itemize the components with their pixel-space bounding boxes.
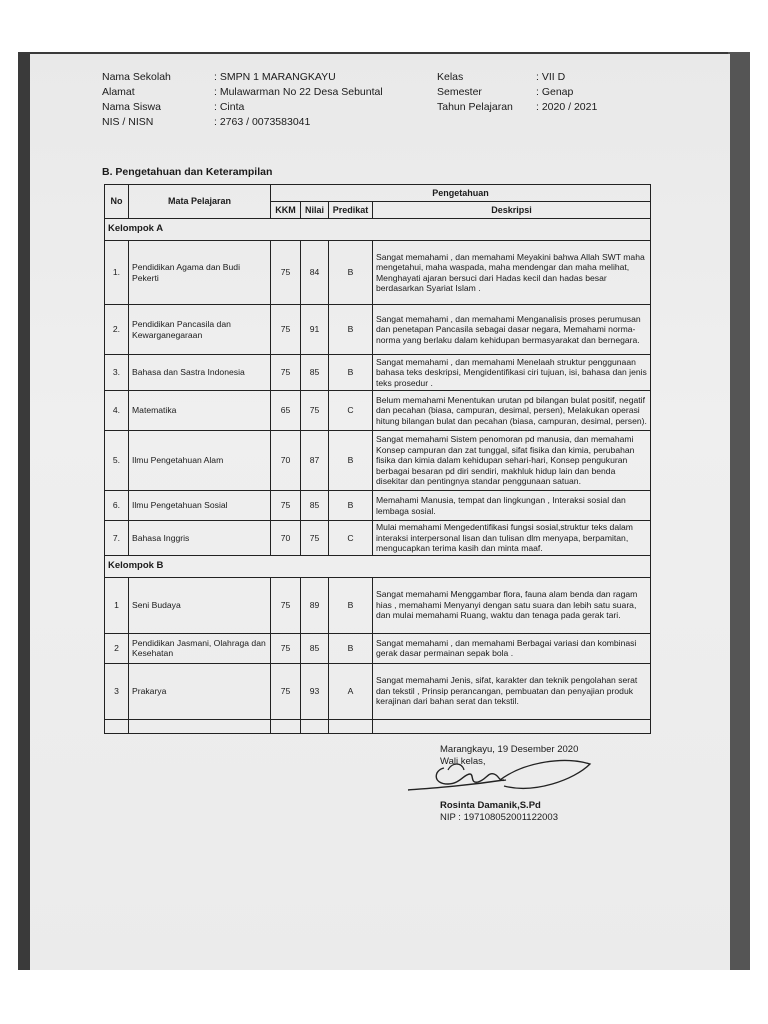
row-score: 75 xyxy=(301,521,329,556)
row-predicate: B xyxy=(329,633,373,663)
row-score: 89 xyxy=(301,577,329,633)
row-no: 1. xyxy=(105,241,129,305)
row-subject: Pendidikan Pancasila dan Kewarganegaraan xyxy=(129,305,271,355)
row-kkm: 75 xyxy=(271,633,301,663)
row-subject: Pendidikan Agama dan Budi Pekerti xyxy=(129,241,271,305)
student-info-values xyxy=(214,70,383,130)
table-row xyxy=(105,491,651,521)
row-description: Sangat memahami , dan memahami Menelaah struktur penggunaan bahasa teks deskripsi, Mengidentifikasi ciri tujuan, isi, bahasa dan jenis teks prosedur . xyxy=(373,355,651,391)
row-kkm: 65 xyxy=(271,391,301,431)
header-predicate: Predikat xyxy=(329,202,373,219)
row-predicate: B xyxy=(329,491,373,521)
class-info-values xyxy=(536,70,597,115)
row-kkm: 75 xyxy=(271,491,301,521)
row-kkm: 70 xyxy=(271,431,301,491)
table-row xyxy=(105,391,651,431)
row-description: Sangat memahami Jenis, sifat, karakter dan teknik pengolahan serat dan tekstil , Prinsip perancangan, pembuatan dan penyajian produk kerajinan dari bahan serat dan tekstil. xyxy=(373,663,651,719)
row-no: 3. xyxy=(105,355,129,391)
row-score: 93 xyxy=(301,663,329,719)
row-no: 2. xyxy=(105,305,129,355)
handwritten-signature xyxy=(404,750,594,800)
header-subject: Mata Pelajaran xyxy=(129,185,271,219)
row-no: 7. xyxy=(105,521,129,556)
class-info-labels xyxy=(437,70,513,115)
scan-edge xyxy=(728,52,750,970)
class-label: Kelas xyxy=(437,71,464,83)
row-predicate: B xyxy=(329,431,373,491)
group-a-title: Kelompok A xyxy=(105,219,651,241)
row-subject: Bahasa dan Sastra Indonesia xyxy=(129,355,271,391)
row-kkm: 70 xyxy=(271,521,301,556)
row-predicate: C xyxy=(329,521,373,556)
school-name-label: Nama Sekolah xyxy=(102,71,171,83)
row-subject: Ilmu Pengetahuan Sosial xyxy=(129,491,271,521)
address-value: : Mulawarman No 22 Desa Sebuntal xyxy=(214,86,383,98)
row-predicate: A xyxy=(329,663,373,719)
row-no: 3 xyxy=(105,663,129,719)
row-subject: Pendidikan Jasmani, Olahraga dan Kesehatan xyxy=(129,633,271,663)
header-description: Deskripsi xyxy=(373,202,651,219)
nis-value: : 2763 / 0073583041 xyxy=(214,116,311,128)
header-score: Nilai xyxy=(301,202,329,219)
row-description: Sangat memahami Menggambar flora, fauna alam benda dan ragam hias , memahami Menyanyi dengan satu suara dan lebih satu suara, dan mulai memahami Ruang, waktu dan tenaga pada gerak tari. xyxy=(373,577,651,633)
row-subject: Prakarya xyxy=(129,663,271,719)
row-no: 2 xyxy=(105,633,129,663)
row-predicate: C xyxy=(329,391,373,431)
header-knowledge: Pengetahuan xyxy=(271,185,651,202)
table-row xyxy=(105,241,651,305)
place-date: Marangkayu, 19 Desember 2020 xyxy=(440,744,579,755)
row-subject: Bahasa Inggris xyxy=(129,521,271,556)
row-kkm: 75 xyxy=(271,241,301,305)
semester-label: Semester xyxy=(437,86,482,98)
row-no: 5. xyxy=(105,431,129,491)
row-description: Sangat memahami , dan memahami Meyakini bahwa Allah SWT maha mengetahui, maha waspada, maha mendengar dan maha melihat, Menghayati ajaran bersuci dari Hadas kecil dan hadas besar berdasarkan Syariat Islam . xyxy=(373,241,651,305)
school-year-value: : 2020 / 2021 xyxy=(536,101,598,113)
student-name-label: Nama Siswa xyxy=(102,101,161,113)
teacher-nip: NIP : 197108052001122003 xyxy=(440,812,558,823)
row-subject: Seni Budaya xyxy=(129,577,271,633)
table-row xyxy=(105,355,651,391)
class-value: : VII D xyxy=(536,71,566,83)
row-predicate: B xyxy=(329,241,373,305)
row-kkm: 75 xyxy=(271,305,301,355)
table-row xyxy=(105,431,651,491)
row-no: 1 xyxy=(105,577,129,633)
student-info-labels xyxy=(102,70,171,130)
grades-table xyxy=(104,184,651,734)
header-no: No xyxy=(105,185,129,219)
table-row xyxy=(105,577,651,633)
address-label: Alamat xyxy=(102,86,135,98)
row-score: 85 xyxy=(301,355,329,391)
row-description: Sangat memahami , dan memahami Berbagai variasi dan kombinasi gerak dasar permainan sepak bola . xyxy=(373,633,651,663)
row-score: 91 xyxy=(301,305,329,355)
row-description: Sangat memahami , dan memahami Menganalisis proses perumusan dan penetapan Pancasila sebagai dasar negara, Memahami norma-norma yang berlaku dalam kehidupan bermasyarakat dan bernegara. xyxy=(373,305,651,355)
row-description: Sangat memahami Sistem penomoran pd manusia, dan memahami Konsep campuran dan zat tunggal, sifat fisika dan kimia, perubahan fisika dan kimia dalam kehidupan sehari-hari, Konsep pengukuran berbagai besaran pd diri sendiri, makhluk hidup lain dan benda disekitar dan pentingnya standar penggunaan satuan. xyxy=(373,431,651,491)
row-subject: Ilmu Pengetahuan Alam xyxy=(129,431,271,491)
row-score: 85 xyxy=(301,491,329,521)
row-predicate: B xyxy=(329,577,373,633)
school-year-label: Tahun Pelajaran xyxy=(437,101,513,113)
row-no: 4. xyxy=(105,391,129,431)
row-subject: Matematika xyxy=(129,391,271,431)
table-row xyxy=(105,521,651,556)
section-title: B. Pengetahuan dan Keterampilan xyxy=(102,166,273,178)
row-score: 87 xyxy=(301,431,329,491)
group-b-title: Kelompok B xyxy=(105,555,651,577)
row-kkm: 75 xyxy=(271,577,301,633)
row-description: Belum memahami Menentukan urutan pd bilangan bulat positif, negatif dan pecahan (biasa, campuran, desimal, persen), Melakukan operasi hitung bilangan bulat dan pecahan (biasa, campuran, desimal, persen). xyxy=(373,391,651,431)
row-kkm: 75 xyxy=(271,663,301,719)
row-score: 84 xyxy=(301,241,329,305)
row-no: 6. xyxy=(105,491,129,521)
nis-label: NIS / NISN xyxy=(102,116,154,128)
row-kkm: 75 xyxy=(271,355,301,391)
row-score: 75 xyxy=(301,391,329,431)
semester-value: : Genap xyxy=(536,86,574,98)
teacher-name: Rosinta Damanik,S.Pd xyxy=(440,800,541,811)
header-kkm: KKM xyxy=(271,202,301,219)
table-row xyxy=(105,663,651,719)
row-description: Memahami Manusia, tempat dan lingkungan , Interaksi sosial dan lembaga sosial. xyxy=(373,491,651,521)
teacher-role: Wali kelas, xyxy=(440,756,486,767)
row-description: Mulai memahami Mengedentifikasi fungsi sosial,struktur teks dalam interaksi interpersonal lisan dan tulisan dlm menyapa, berpamitan, mengucapkan terima kasih dan minta maaf. xyxy=(373,521,651,556)
row-predicate: B xyxy=(329,355,373,391)
row-score: 85 xyxy=(301,633,329,663)
row-predicate: B xyxy=(329,305,373,355)
table-row xyxy=(105,633,651,663)
student-name-value: : Cinta xyxy=(214,101,245,113)
empty-row xyxy=(105,719,651,733)
table-row xyxy=(105,305,651,355)
school-name-value: : SMPN 1 MARANGKAYU xyxy=(214,71,336,83)
